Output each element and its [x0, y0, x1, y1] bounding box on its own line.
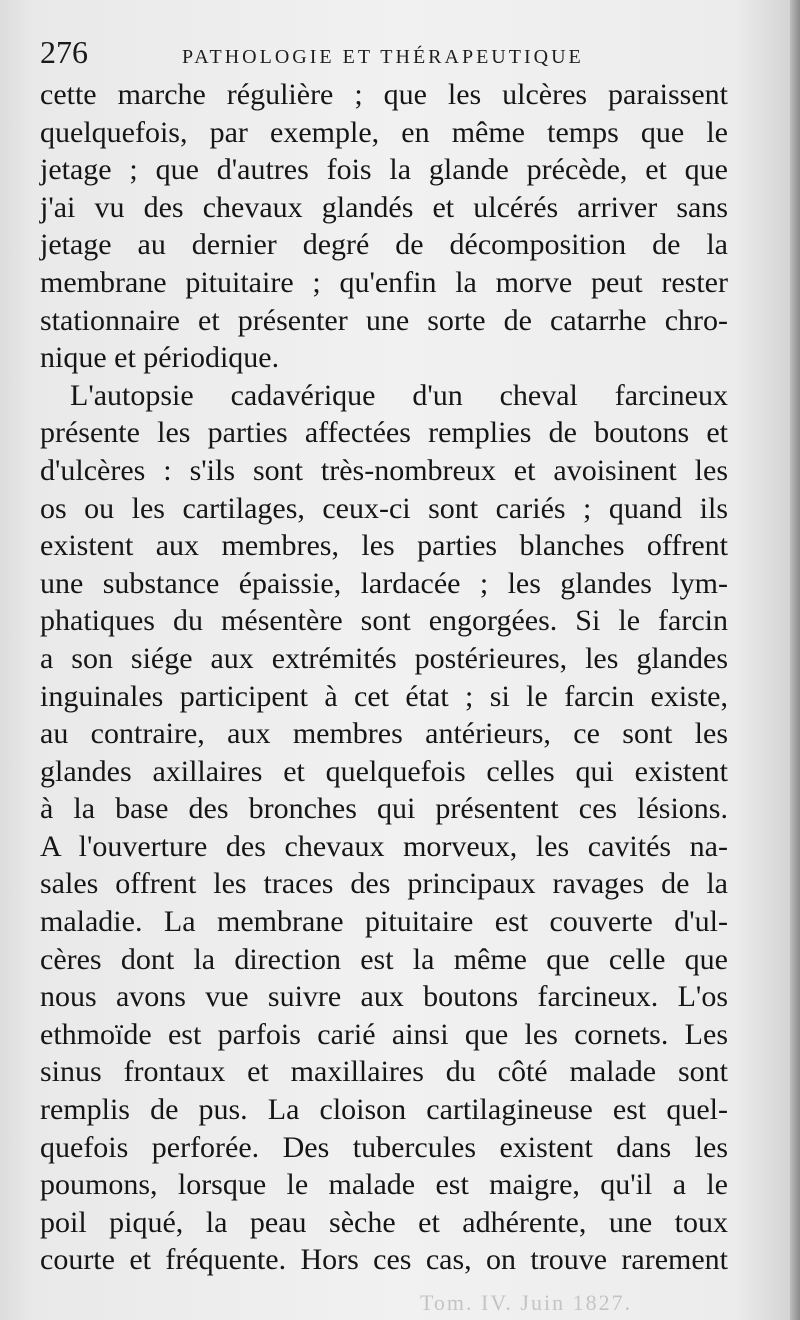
text-line: phatiques du mésentère sont engorgées. Si le farcin: [40, 604, 728, 638]
text-line: a son siége aux extrémités postérieures, les glandes: [40, 641, 728, 675]
running-title: PATHOLOGIE ET THÉRAPEUTIQUE: [182, 46, 584, 68]
text-line: cette marche régulière ; que les ulcères paraissent: [40, 78, 728, 111]
text-line: jetage ; que d'autres fois la glande précède, et que: [40, 153, 728, 187]
text-line: existent aux membres, les parties blanches offrent: [40, 529, 728, 563]
text-line: présente les parties affectées remplies de boutons et: [40, 416, 728, 450]
text-line: poil piqué, la peau sèche et adhérente, une toux: [40, 1205, 728, 1239]
text-line: quelquefois, par exemple, en même temps que le: [40, 115, 728, 149]
text-line: inguinales participent à cet état ; si le farcin existe,: [40, 679, 728, 713]
page-number: 276: [40, 34, 88, 70]
text-line: poumons, lorsque le malade est maigre, qu'il a le: [40, 1168, 728, 1202]
body-text: [40, 76, 728, 1279]
text-line: A l'ouverture des chevaux morveux, les cavités na-: [40, 829, 728, 863]
paragraph-start-line: L'autopsie cadavérique d'un cheval farcineux: [70, 378, 728, 412]
text-line: sales offrent les traces des principaux ravages de la: [40, 867, 728, 901]
text-line: ethmoïde est parfois carié ainsi que les cornets. Les: [40, 1017, 728, 1051]
text-line: cères dont la direction est la même que celle que: [40, 942, 728, 976]
text-line: glandes axillaires et quelquefois celles qui existent: [40, 754, 728, 788]
text-line: à la base des bronches qui présentent ces lésions.: [40, 792, 728, 826]
text-line: stationnaire et présenter une sorte de catarrhe chro-: [40, 303, 728, 337]
text-line: nique et périodique.: [40, 341, 280, 375]
text-line: une substance épaissie, lardacée ; les glandes lym-: [40, 566, 728, 600]
text-line: j'ai vu des chevaux glandés et ulcérés arriver sans: [40, 190, 728, 224]
text-line: nous avons vue suivre aux boutons farcineux. L'os: [40, 980, 728, 1014]
text-line: remplis de pus. La cloison cartilagineuse est quel-: [40, 1093, 728, 1127]
text-line: courte et fréquente. Hors ces cas, on trouve rarement: [40, 1243, 728, 1277]
signature-mark: Tom. IV. Juin 1827.: [420, 1290, 633, 1315]
text-line: jetage au dernier degré de décomposition de la: [40, 228, 728, 262]
text-line: d'ulcères : s'ils sont très-nombreux et avoisinent les: [40, 453, 728, 487]
text-line: membrane pituitaire ; qu'enfin la morve peut rester: [40, 265, 728, 299]
text-line: maladie. La membrane pituitaire est couverte d'ul-: [40, 905, 728, 939]
text-line: sinus frontaux et maxillaires du côté malade sont: [40, 1055, 728, 1089]
text-line: quefois perforée. Des tubercules existent dans les: [40, 1130, 728, 1164]
text-line: os ou les cartilages, ceux-ci sont cariés ; quand ils: [40, 491, 728, 525]
page-header: [40, 34, 740, 74]
text-line: au contraire, aux membres antérieurs, ce sont les: [40, 717, 728, 751]
page-edge-shadow: [790, 0, 800, 1320]
